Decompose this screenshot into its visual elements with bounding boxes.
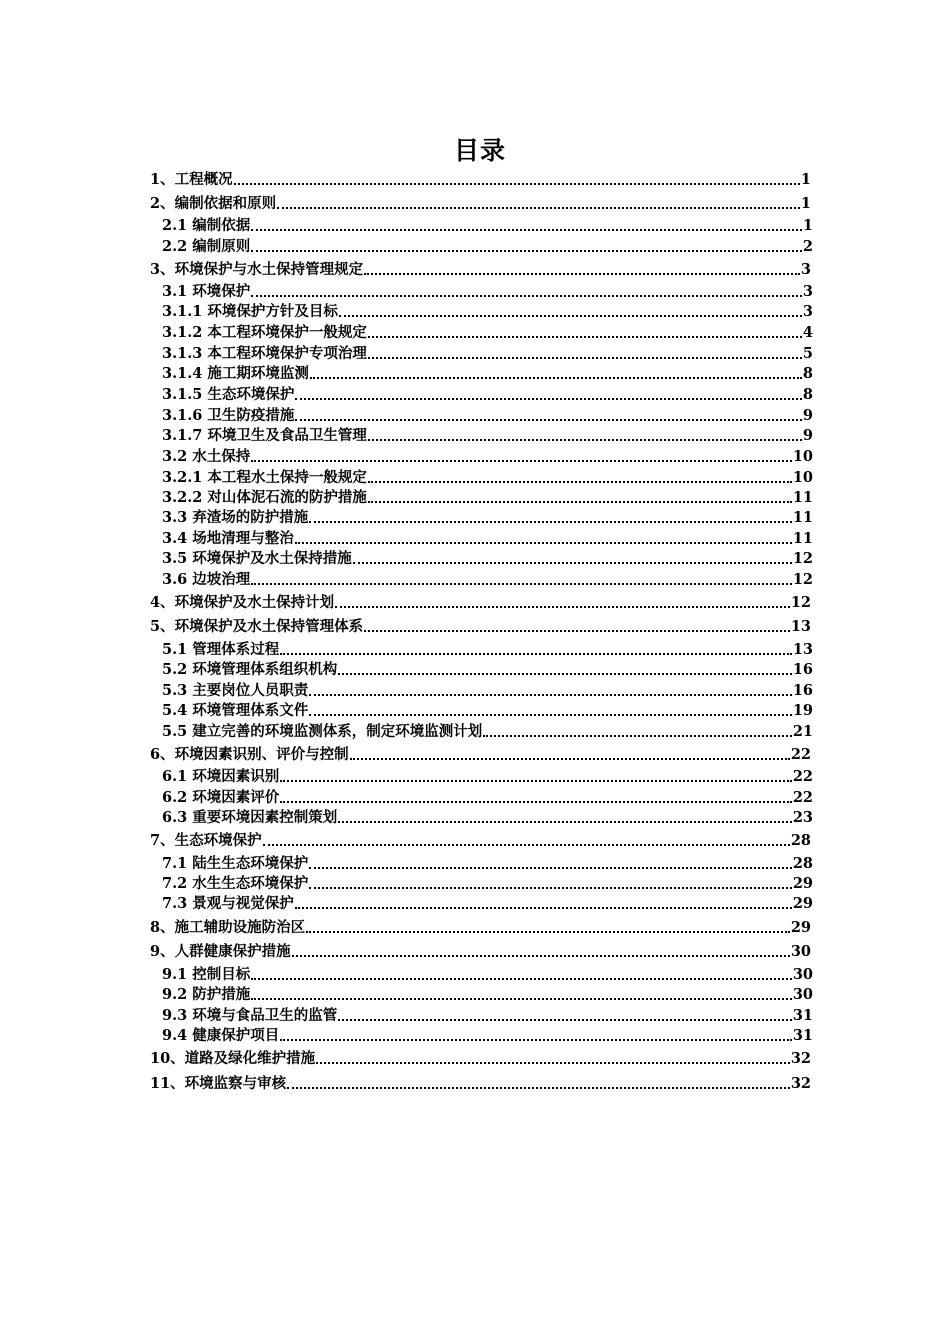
toc-entry-title: 3.5 环境保护及水土保持措施	[162, 550, 352, 567]
toc-entry-page: 23	[792, 809, 813, 826]
toc-entry-title: 5、环境保护及水土保持管理体系	[150, 618, 364, 635]
toc-entry-title: 9.3 环境与食品卫生的监管	[162, 1007, 338, 1024]
toc-entry-title: 4、环境保护及水土保持计划	[150, 594, 335, 611]
toc-entry-page: 10	[792, 448, 813, 465]
toc-entry-title: 2、编制依据和原则	[150, 195, 277, 212]
toc-entry-page: 3	[802, 303, 813, 320]
toc-entry-page: 32	[790, 1050, 811, 1067]
toc-entry[interactable]	[162, 640, 813, 660]
toc-entry-page: 32	[790, 1075, 811, 1092]
toc-entry[interactable]	[162, 364, 813, 384]
toc-entry-title: 3.1.4 施工期环境监测	[162, 365, 309, 382]
toc-entry-title: 3.1.6 卫生防疫措施	[162, 407, 295, 424]
toc-entry-page: 31	[792, 1027, 813, 1044]
toc-entry[interactable]	[162, 447, 813, 467]
toc-entry[interactable]	[162, 1006, 813, 1026]
toc-entry-page: 29	[792, 895, 813, 912]
toc-entry-title: 3.1.5 生态环境保护	[162, 386, 295, 403]
toc-entry-page: 22	[792, 768, 813, 785]
toc-entry[interactable]	[150, 617, 811, 637]
toc-dot-leader	[368, 501, 792, 503]
toc-entry[interactable]	[150, 260, 811, 280]
toc-title: 目录	[453, 136, 506, 165]
toc-entry-title: 1、工程概况	[150, 171, 233, 188]
toc-entry-page: 19	[792, 702, 813, 719]
toc-entry-page: 11	[792, 530, 813, 547]
toc-dot-leader	[280, 1039, 792, 1041]
toc-entry-title: 3.2.2 对山体泥石流的防护措施	[162, 489, 367, 506]
toc-entry[interactable]	[162, 808, 813, 828]
toc-dot-leader	[353, 562, 792, 564]
toc-entry-title: 6.2 环境因素评价	[162, 789, 280, 806]
toc-entry[interactable]	[162, 570, 813, 590]
toc-entry[interactable]	[162, 344, 813, 364]
toc-entry[interactable]	[150, 942, 811, 962]
toc-dot-leader	[338, 821, 792, 823]
toc-entry-page: 30	[792, 966, 813, 983]
toc-entry-page: 12	[792, 550, 813, 567]
toc-dot-leader	[338, 673, 792, 675]
toc-entry[interactable]	[162, 406, 813, 426]
toc-entry-page: 21	[792, 723, 813, 740]
toc-entry[interactable]	[162, 701, 813, 721]
toc-entry-title: 3.3 弃渣场的防护措施	[162, 509, 309, 526]
toc-entry-page: 9	[802, 427, 813, 444]
toc-entry-title: 6.3 重要环境因素控制策划	[162, 809, 338, 826]
toc-entry-page: 30	[790, 943, 811, 960]
toc-entry-page: 22	[792, 789, 813, 806]
toc-entry-title: 3.4 场地清理与整治	[162, 530, 294, 547]
toc-dot-leader	[292, 955, 790, 957]
toc-entry-title: 7.3 景观与视觉保护	[162, 895, 294, 912]
toc-entry[interactable]	[162, 854, 813, 874]
toc-dot-leader	[483, 735, 792, 737]
toc-entry[interactable]	[162, 874, 813, 894]
toc-entry-page: 28	[792, 855, 813, 872]
toc-dot-leader	[316, 1062, 790, 1064]
toc-dot-leader	[295, 398, 801, 400]
toc-entry-title: 9.1 控制目标	[162, 966, 251, 983]
toc-entry[interactable]	[150, 194, 811, 214]
toc-dot-leader	[234, 183, 800, 185]
toc-dot-leader	[309, 521, 792, 523]
toc-entry-page: 11	[792, 509, 813, 526]
toc-entry[interactable]	[162, 282, 813, 302]
toc-entry-page: 1	[800, 171, 811, 188]
toc-entry[interactable]	[162, 894, 813, 914]
toc-dot-leader	[287, 1087, 790, 1089]
toc-dot-leader	[309, 694, 792, 696]
toc-entry[interactable]	[162, 985, 813, 1005]
toc-dot-leader	[306, 931, 790, 933]
toc-dot-leader	[280, 801, 792, 803]
toc-entry[interactable]	[162, 681, 813, 701]
toc-entry-page: 13	[790, 618, 811, 635]
toc-dot-leader	[339, 315, 802, 317]
toc-entry-page: 10	[792, 469, 813, 486]
toc-entry-title: 6.1 环境因素识别	[162, 768, 280, 785]
toc-entry-page: 29	[792, 875, 813, 892]
toc-entry[interactable]	[150, 1074, 811, 1094]
toc-entry-page: 5	[802, 345, 813, 362]
toc-entry[interactable]	[150, 1049, 811, 1069]
toc-dot-leader	[338, 1019, 792, 1021]
toc-entry-title: 3.2 水土保持	[162, 448, 251, 465]
toc-entry-title: 3.1.7 环境卫生及食品卫生管理	[162, 427, 367, 444]
toc-entry-title: 7、生态环境保护	[150, 832, 262, 849]
toc-entry[interactable]	[162, 529, 813, 549]
toc-dot-leader	[368, 336, 802, 338]
toc-dot-leader	[368, 481, 792, 483]
toc-dot-leader	[350, 758, 790, 760]
toc-dot-leader	[280, 780, 792, 782]
toc-entry-page: 31	[792, 1007, 813, 1024]
toc-entry-title: 7.2 水生生态环境保护	[162, 875, 309, 892]
toc-entry-title: 2.1 编制依据	[162, 217, 251, 234]
toc-dot-leader	[251, 998, 792, 1000]
toc-entry-title: 8、施工辅助设施防治区	[150, 919, 306, 936]
toc-entry[interactable]	[150, 593, 811, 613]
toc-entry-title: 3.1 环境保护	[162, 283, 251, 300]
toc-entry[interactable]	[162, 788, 813, 808]
toc-entry-page: 12	[792, 571, 813, 588]
toc-entry-page: 2	[802, 238, 813, 255]
toc-dot-leader	[251, 250, 802, 252]
toc-entry[interactable]	[162, 660, 813, 680]
toc-entry-title: 3、环境保护与水土保持管理规定	[150, 261, 364, 278]
toc-entry-page: 9	[802, 407, 813, 424]
toc-dot-leader	[309, 867, 792, 869]
toc-entry[interactable]	[162, 1026, 813, 1046]
toc-entry-title: 6、环境因素识别、评价与控制	[150, 746, 349, 763]
toc-entry-page: 4	[802, 324, 813, 341]
toc-entry-page: 11	[792, 489, 813, 506]
toc-entry-page: 3	[802, 283, 813, 300]
toc-entry[interactable]	[162, 323, 813, 343]
toc-dot-leader	[295, 907, 792, 909]
toc-entry-page: 16	[792, 661, 813, 678]
toc-dot-leader	[277, 207, 800, 209]
toc-dot-leader	[263, 844, 790, 846]
toc-dot-leader	[251, 978, 792, 980]
toc-dot-leader	[364, 273, 800, 275]
toc-dot-leader	[251, 229, 802, 231]
toc-entry[interactable]	[162, 426, 813, 446]
toc-entry-title: 5.2 环境管理体系组织机构	[162, 661, 338, 678]
toc-entry-title: 10、道路及绿化维护措施	[150, 1050, 316, 1067]
toc-dot-leader	[364, 630, 790, 632]
toc-entry-title: 9.4 健康保护项目	[162, 1027, 280, 1044]
toc-entry[interactable]	[162, 468, 813, 488]
toc-entry-title: 9、人群健康保护措施	[150, 943, 291, 960]
toc-entry[interactable]	[150, 918, 811, 938]
toc-dot-leader	[295, 542, 792, 544]
toc-entry-title: 3.1.1 环境保护方针及目标	[162, 303, 338, 320]
toc-entry[interactable]	[150, 170, 811, 190]
toc-dot-leader	[251, 460, 792, 462]
toc-entry[interactable]	[162, 965, 813, 985]
toc-entry-page: 13	[792, 641, 813, 658]
toc-dot-leader	[309, 714, 792, 716]
toc-dot-leader	[251, 583, 792, 585]
toc-entry-page: 29	[790, 919, 811, 936]
toc-entry-title: 5.3 主要岗位人员职责	[162, 682, 309, 699]
toc-dot-leader	[309, 887, 792, 889]
toc-entry[interactable]	[162, 385, 813, 405]
toc-entry[interactable]	[162, 767, 813, 787]
toc-dot-leader	[335, 606, 790, 608]
toc-entry-title: 5.1 管理体系过程	[162, 641, 280, 658]
toc-entry-title: 11、环境监察与审核	[150, 1075, 287, 1092]
toc-entry-page: 30	[792, 986, 813, 1003]
toc-entry-title: 3.1.3 本工程环境保护专项治理	[162, 345, 367, 362]
toc-entry-page: 22	[790, 746, 811, 763]
toc-dot-leader	[368, 357, 802, 359]
toc-entry[interactable]	[150, 745, 811, 765]
toc-entry[interactable]	[162, 508, 813, 528]
toc-entry-page: 8	[802, 365, 813, 382]
toc-entry[interactable]	[150, 831, 811, 851]
toc-entry-page: 1	[802, 217, 813, 234]
toc-entry[interactable]	[162, 302, 813, 322]
toc-entry-page: 28	[790, 832, 811, 849]
toc-entry-title: 9.2 防护措施	[162, 986, 251, 1003]
toc-entry-title: 3.1.2 本工程环境保护一般规定	[162, 324, 367, 341]
toc-dot-leader	[368, 439, 802, 441]
toc-entry-page: 8	[802, 386, 813, 403]
toc-entry-page: 12	[790, 594, 811, 611]
toc-entry[interactable]	[162, 722, 813, 742]
toc-entry-title: 5.5 建立完善的环境监测体系，制定环境监测计划	[162, 723, 483, 740]
toc-entry[interactable]	[162, 488, 813, 508]
toc-entry-title: 2.2 编制原则	[162, 238, 251, 255]
toc-entry-title: 7.1 陆生生态环境保护	[162, 855, 309, 872]
toc-entry-page: 16	[792, 682, 813, 699]
toc-entry-page: 1	[800, 195, 811, 212]
toc-entry-title: 5.4 环境管理体系文件	[162, 702, 309, 719]
toc-entry-title: 3.6 边坡治理	[162, 571, 251, 588]
toc-entry[interactable]	[162, 237, 813, 257]
toc-entry-title: 3.2.1 本工程水土保持一般规定	[162, 469, 367, 486]
toc-entry[interactable]	[162, 549, 813, 569]
toc-entry[interactable]	[162, 216, 813, 236]
toc-dot-leader	[310, 377, 802, 379]
toc-dot-leader	[251, 295, 802, 297]
toc-dot-leader	[295, 419, 801, 421]
toc-entry-page: 3	[800, 261, 811, 278]
toc-dot-leader	[280, 653, 792, 655]
